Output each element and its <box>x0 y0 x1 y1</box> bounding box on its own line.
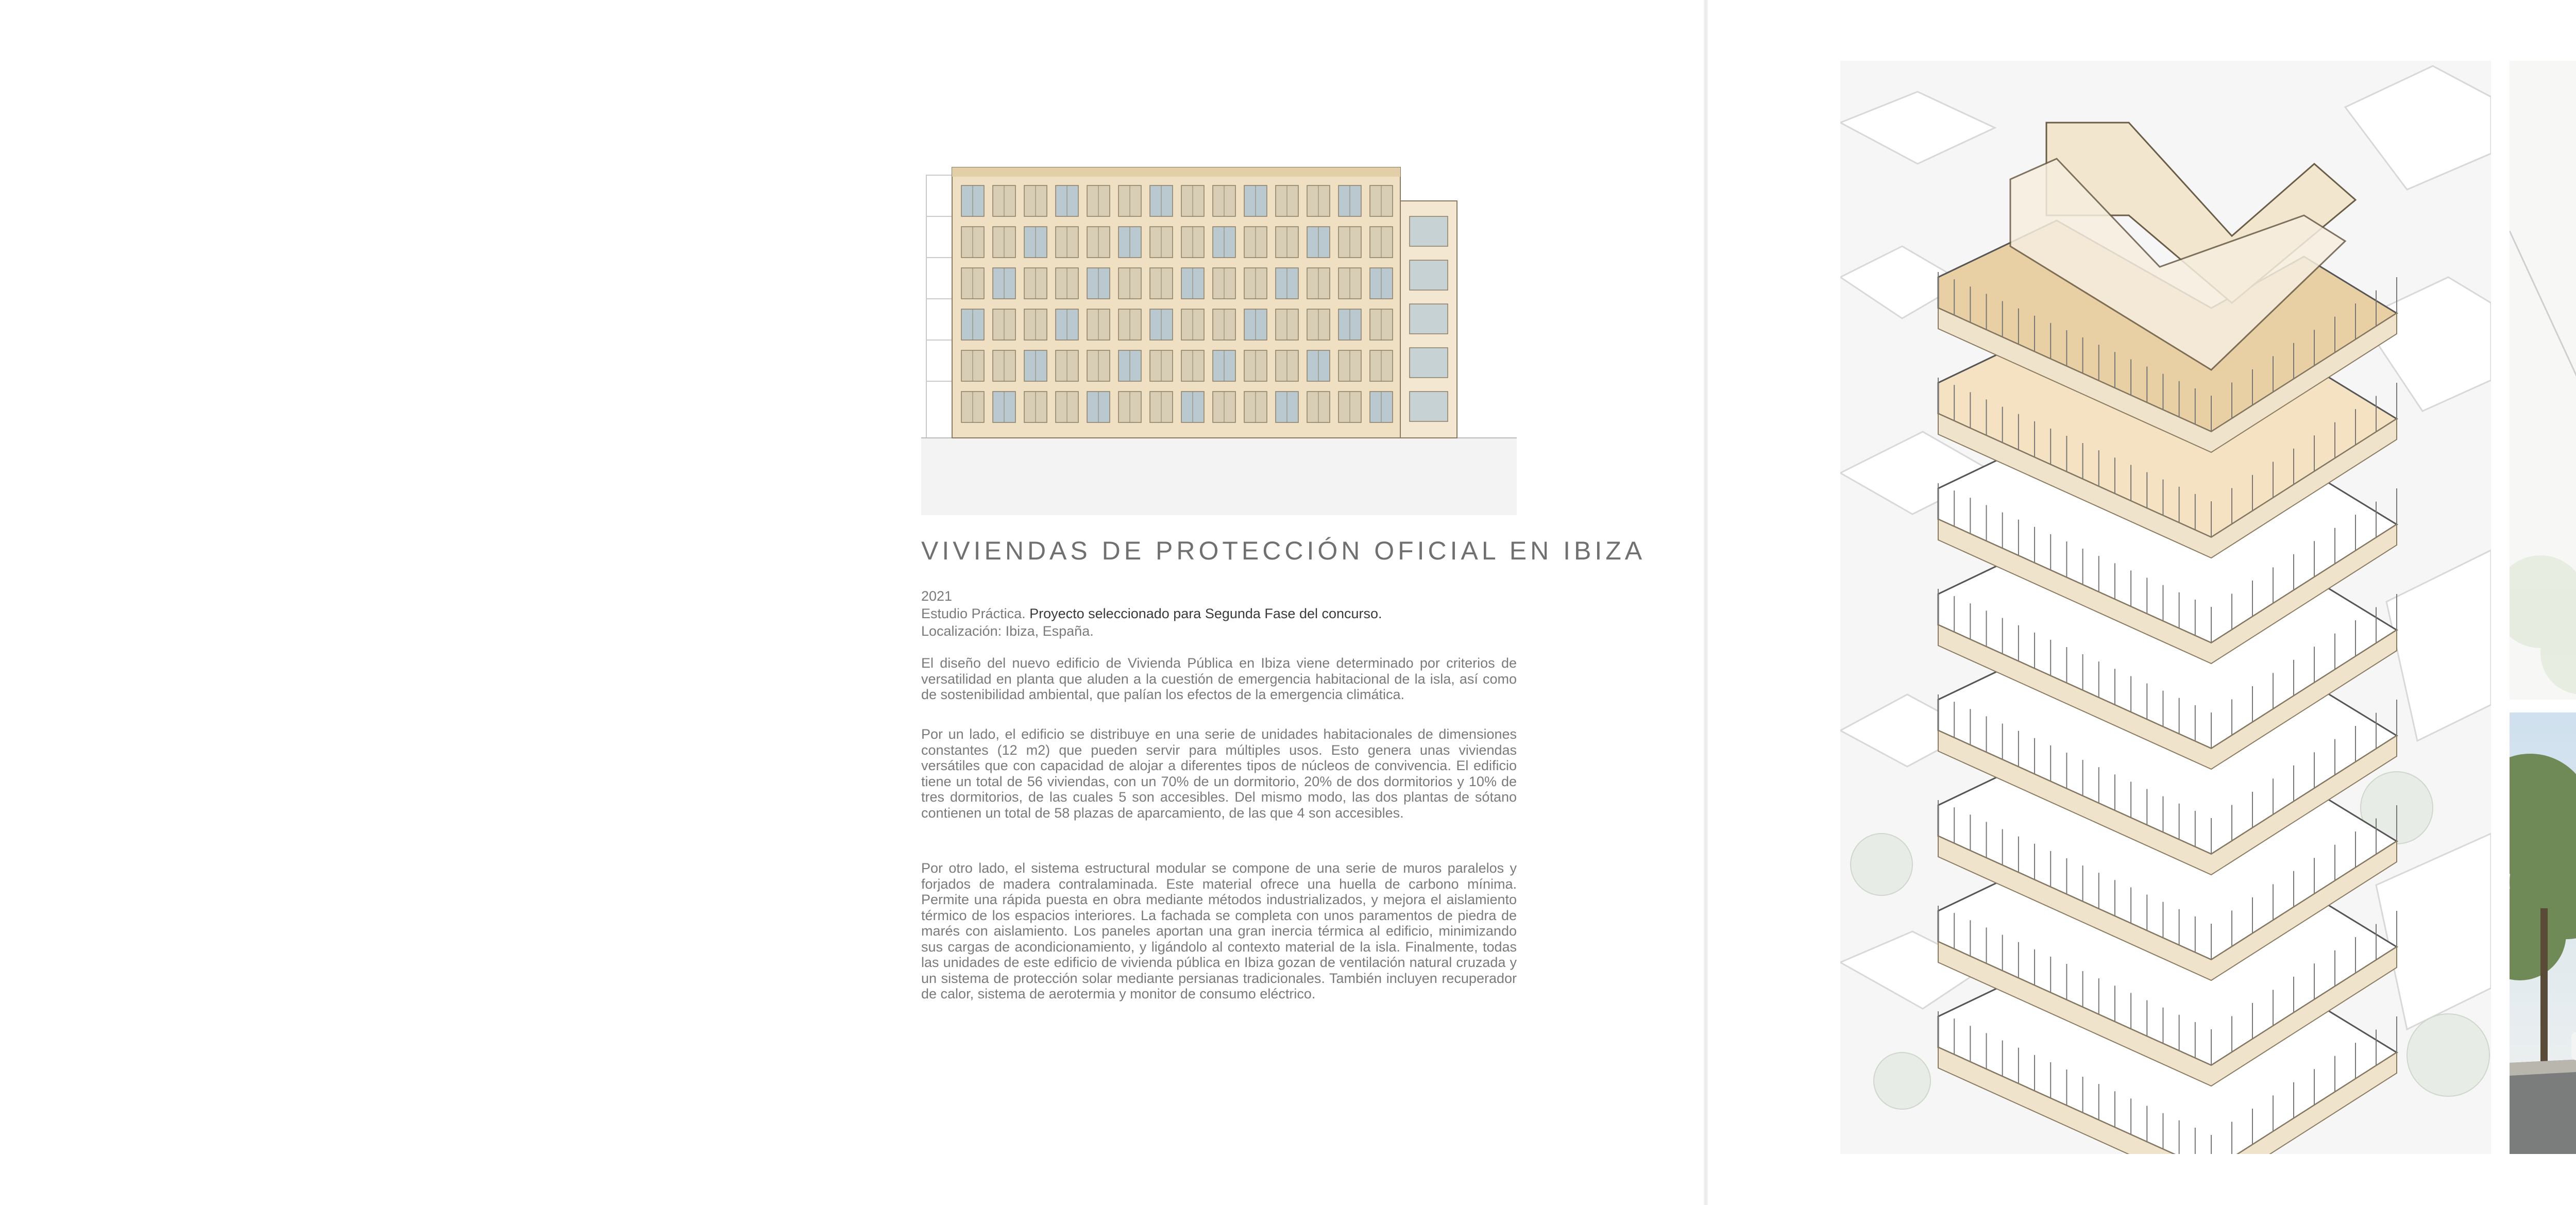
project-studio <box>921 605 1517 622</box>
studio-result: Proyecto seleccionado para Segunda Fase del concurso. <box>1029 606 1382 621</box>
project-year: 2021 <box>921 588 953 604</box>
paragraph-intro: El diseño del nuevo edificio de Vivienda Pública en Ibiza viene determinado por criterios de versatilidad en planta que aluden a la cuestión de emergencia habitacional de la isla, así como de sostenibilidad ambiental, que palían los efectos de la emergencia climática. <box>921 655 1517 702</box>
project-meta <box>921 587 1517 640</box>
exploded-axonometric-drawing <box>1840 61 2491 1154</box>
project-title: VIVIENDAS DE PROTECCIÓN OFICIAL EN IBIZA <box>921 536 1646 565</box>
paragraph-structure: Por otro lado, el sistema estructural modular se compone de una serie de muros paralelos y forjados de madera contralaminada. Este material ofrece una huella de carbono mínima. Permite una rápida puesta en obra mediante métodos industrializados, y mejora el aislamiento térmico de los espacios interiores. La fachada se completa con unos paramentos de piedra de marés con aislamiento. Los paneles aportan una gran inercia térmica al edificio, minimizando sus cargas de acondicionamiento, y ligándolo al contexto material de la isla. Finalmente, todas las unidades de este edificio de vivienda pública en Ibiza gozan de ventilación natural cruzada y un sistema de protección solar mediante persianas tradicionales. También incluyen recuperador de calor, sistema de aerotermia y monitor de consumo eléctrico. <box>921 860 1517 1002</box>
studio-label: Estudio Práctica. <box>921 606 1026 621</box>
facade-elevation-drawing <box>921 155 1517 515</box>
page-gutter <box>1704 0 1708 1205</box>
floor-plan-drawing <box>2510 61 2576 700</box>
paragraph-units: Por un lado, el edificio se distribuye en una serie de unidades habitacionales de dimensiones constantes (12 m2) que pueden servir para múltiples usos. Esto genera unas viviendas versátiles que con capacidad de alojar a diferentes tipos de núcleos de convivencia. El edificio tiene un total de 56 viviendas, con un 70% de un dormitorio, 20% de dos dormitorios y 10% de tres dormitorios, de las cuales 5 son accesibles. Del mismo modo, las dos plantas de sótano contienen un total de 58 plazas de aparcamiento, de las que 4 son accesibles. <box>921 726 1517 821</box>
exterior-render-image <box>2510 712 2576 1154</box>
project-location: Localización: Ibiza, España. <box>921 623 1094 639</box>
